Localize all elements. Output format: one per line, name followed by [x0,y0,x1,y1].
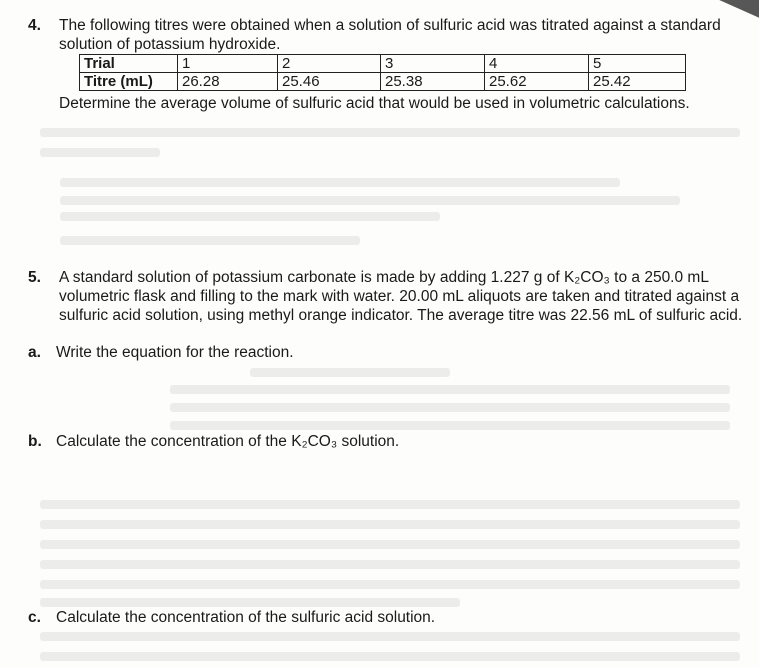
question-number: 5. [28,269,41,286]
titre-cell: 25.38 [381,73,485,91]
bleed-through [60,212,440,221]
bleed-through [60,196,680,205]
row-header-trial: Trial [80,55,178,73]
titre-cell: 25.46 [278,73,381,91]
trial-cell: 1 [178,55,278,73]
table-row [80,73,686,91]
bleed-through [40,560,740,569]
instruction-text: Determine the average volume of sulfuric acid that would be used in volumetric calculations. [59,95,690,112]
titre-cell: 25.62 [485,73,589,91]
bleed-through [40,632,740,641]
question-number: 4. [28,17,41,34]
part-label: a. [28,344,41,361]
question-text-line: The following titres were obtained when a solution of sulfuric acid was titrated against a standard [59,17,721,34]
part-label: c. [28,609,41,626]
part-text: Write the equation for the reaction. [56,344,294,361]
bleed-through [170,421,730,430]
bleed-through [170,403,730,412]
question-text-line: A standard solution of potassium carbonate is made by adding 1.227 g of K₂CO₃ to a 250.0 mL [59,269,709,286]
bleed-through [40,540,740,549]
table-row [80,55,686,73]
trial-cell: 2 [278,55,381,73]
question-text-line: sulfuric acid solution, using methyl orange indicator. The average titre was 22.56 mL of sulfuric acid. [59,307,743,324]
bleed-through [40,598,460,607]
titre-table [79,54,686,91]
bleed-through [40,652,740,661]
part-text: Calculate the concentration of the K₂CO₃ solution. [56,433,400,450]
titre-cell: 26.28 [178,73,278,91]
question-text-line: volumetric flask and filling to the mark with water. 20.00 mL aliquots are taken and titrated against a [59,288,740,305]
bleed-through [40,148,160,157]
bleed-through [250,368,450,377]
trial-cell: 3 [381,55,485,73]
part-text: Calculate the concentration of the sulfuric acid solution. [56,609,436,626]
part-label: b. [28,433,42,450]
trial-cell: 4 [485,55,589,73]
page-corner-shadow [716,0,759,23]
titre-cell: 25.42 [589,73,686,91]
trial-cell: 5 [589,55,686,73]
bleed-through [40,580,740,589]
bleed-through [40,500,740,509]
bleed-through [60,178,620,187]
question-text-line: solution of potassium hydroxide. [59,36,281,53]
bleed-through [170,385,730,394]
bleed-through [40,128,740,137]
bleed-through [40,520,740,529]
row-header-titre: Titre (mL) [80,73,178,91]
bleed-through [60,236,360,245]
